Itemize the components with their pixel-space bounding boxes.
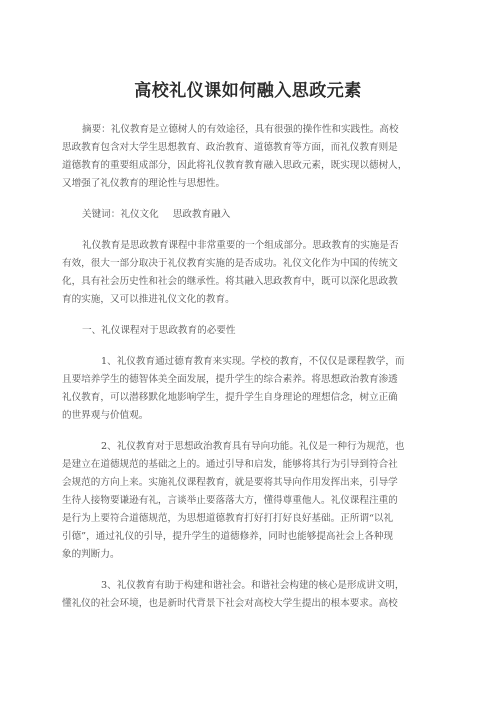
paragraph-line: 会规范的方向上来。实施礼仪课程教育，就是要将其导向作用发挥出来，引导学: [62, 477, 398, 488]
intro-line: 礼仪教育是思政教育课程中非常重要的一个组成部分。思政教育的实施是否: [82, 240, 399, 251]
abstract-line: 思政教育包含对大学生思想教育、政治教育、道德教育等方面，而礼仪教育则是: [62, 142, 398, 153]
intro-line: 育的实施，又可以推进礼仪文化的教育。: [62, 294, 235, 305]
paragraph-line: 礼仪教育，可以潜移默化地影响学生，提升学生自身理论的理想信念，树立正确: [62, 392, 398, 403]
paragraph-line: 象的判断力。: [62, 549, 120, 560]
paragraph-line: 1、礼仪教育通过德育教育来实现。学校的教育，不仅仅是课程教学，而: [101, 356, 405, 367]
paragraph-line: 3、礼仪教育有助于构建和谐社会。和谐社会构建的核心是形成讲文明，: [101, 580, 405, 591]
intro-line: 有效，很大一部分取决于礼仪教育实施的是否成功。礼仪文化作为中国的传统文: [62, 258, 398, 269]
section-heading: 一、礼仪课程对于思政教育的必要性: [82, 325, 236, 336]
keywords-line: [82, 209, 230, 221]
keywords-label: 关键词：礼仪文化: [82, 209, 159, 220]
paragraph-line: 且要培养学生的德智体美全面发展，提升学生的综合素养。将思想政治教育渗透: [62, 374, 398, 385]
paragraph-line: 生待人接物要谦逊有礼，言谈举止要落落大方，懂得尊重他人。礼仪课程注重的: [62, 495, 398, 506]
intro-line: 化，具有社会历史性和社会的继承性。将其融入思政教育中，既可以深化思政教: [62, 276, 398, 287]
paragraph-line: 2、礼仪教育对于思想政治教育具有导向功能。礼仪是一种行为规范，也: [101, 441, 405, 452]
abstract-line: 道德教育的重要组成部分，因此将礼仪教育教育融入思政元素，既实现以德树人，: [62, 160, 408, 171]
paragraph-line: 是行为上要符合道德规范，为思想道德教育打好打打好良好基础。正所谓“以礼: [62, 513, 394, 524]
abstract-line: 又增强了礼仪教育的理论性与思想性。: [62, 178, 226, 189]
paragraph-line: 懂礼仪的社会环境，也是新时代背景下社会对高校大学生提出的根本要求。高校: [62, 598, 398, 609]
paragraph-line: 引德”，通过礼仪的引导，提升学生的道德修养，同时也能够提高社会上各种现: [62, 531, 394, 542]
paragraph-line: 是建立在道德规范的基础之上的。通过引导和启发，能够将其行为引导到符合社: [62, 459, 398, 470]
paragraph-line: 的世界观与价值观。: [62, 410, 149, 421]
abstract-line: 摘要：礼仪教育是立德树人的有效途径，具有很强的操作性和实践性。高校: [82, 124, 399, 135]
document-title: 高校礼仪课如何融入思政元素: [134, 81, 362, 101]
keywords-second: 思政教育融入: [172, 209, 231, 220]
